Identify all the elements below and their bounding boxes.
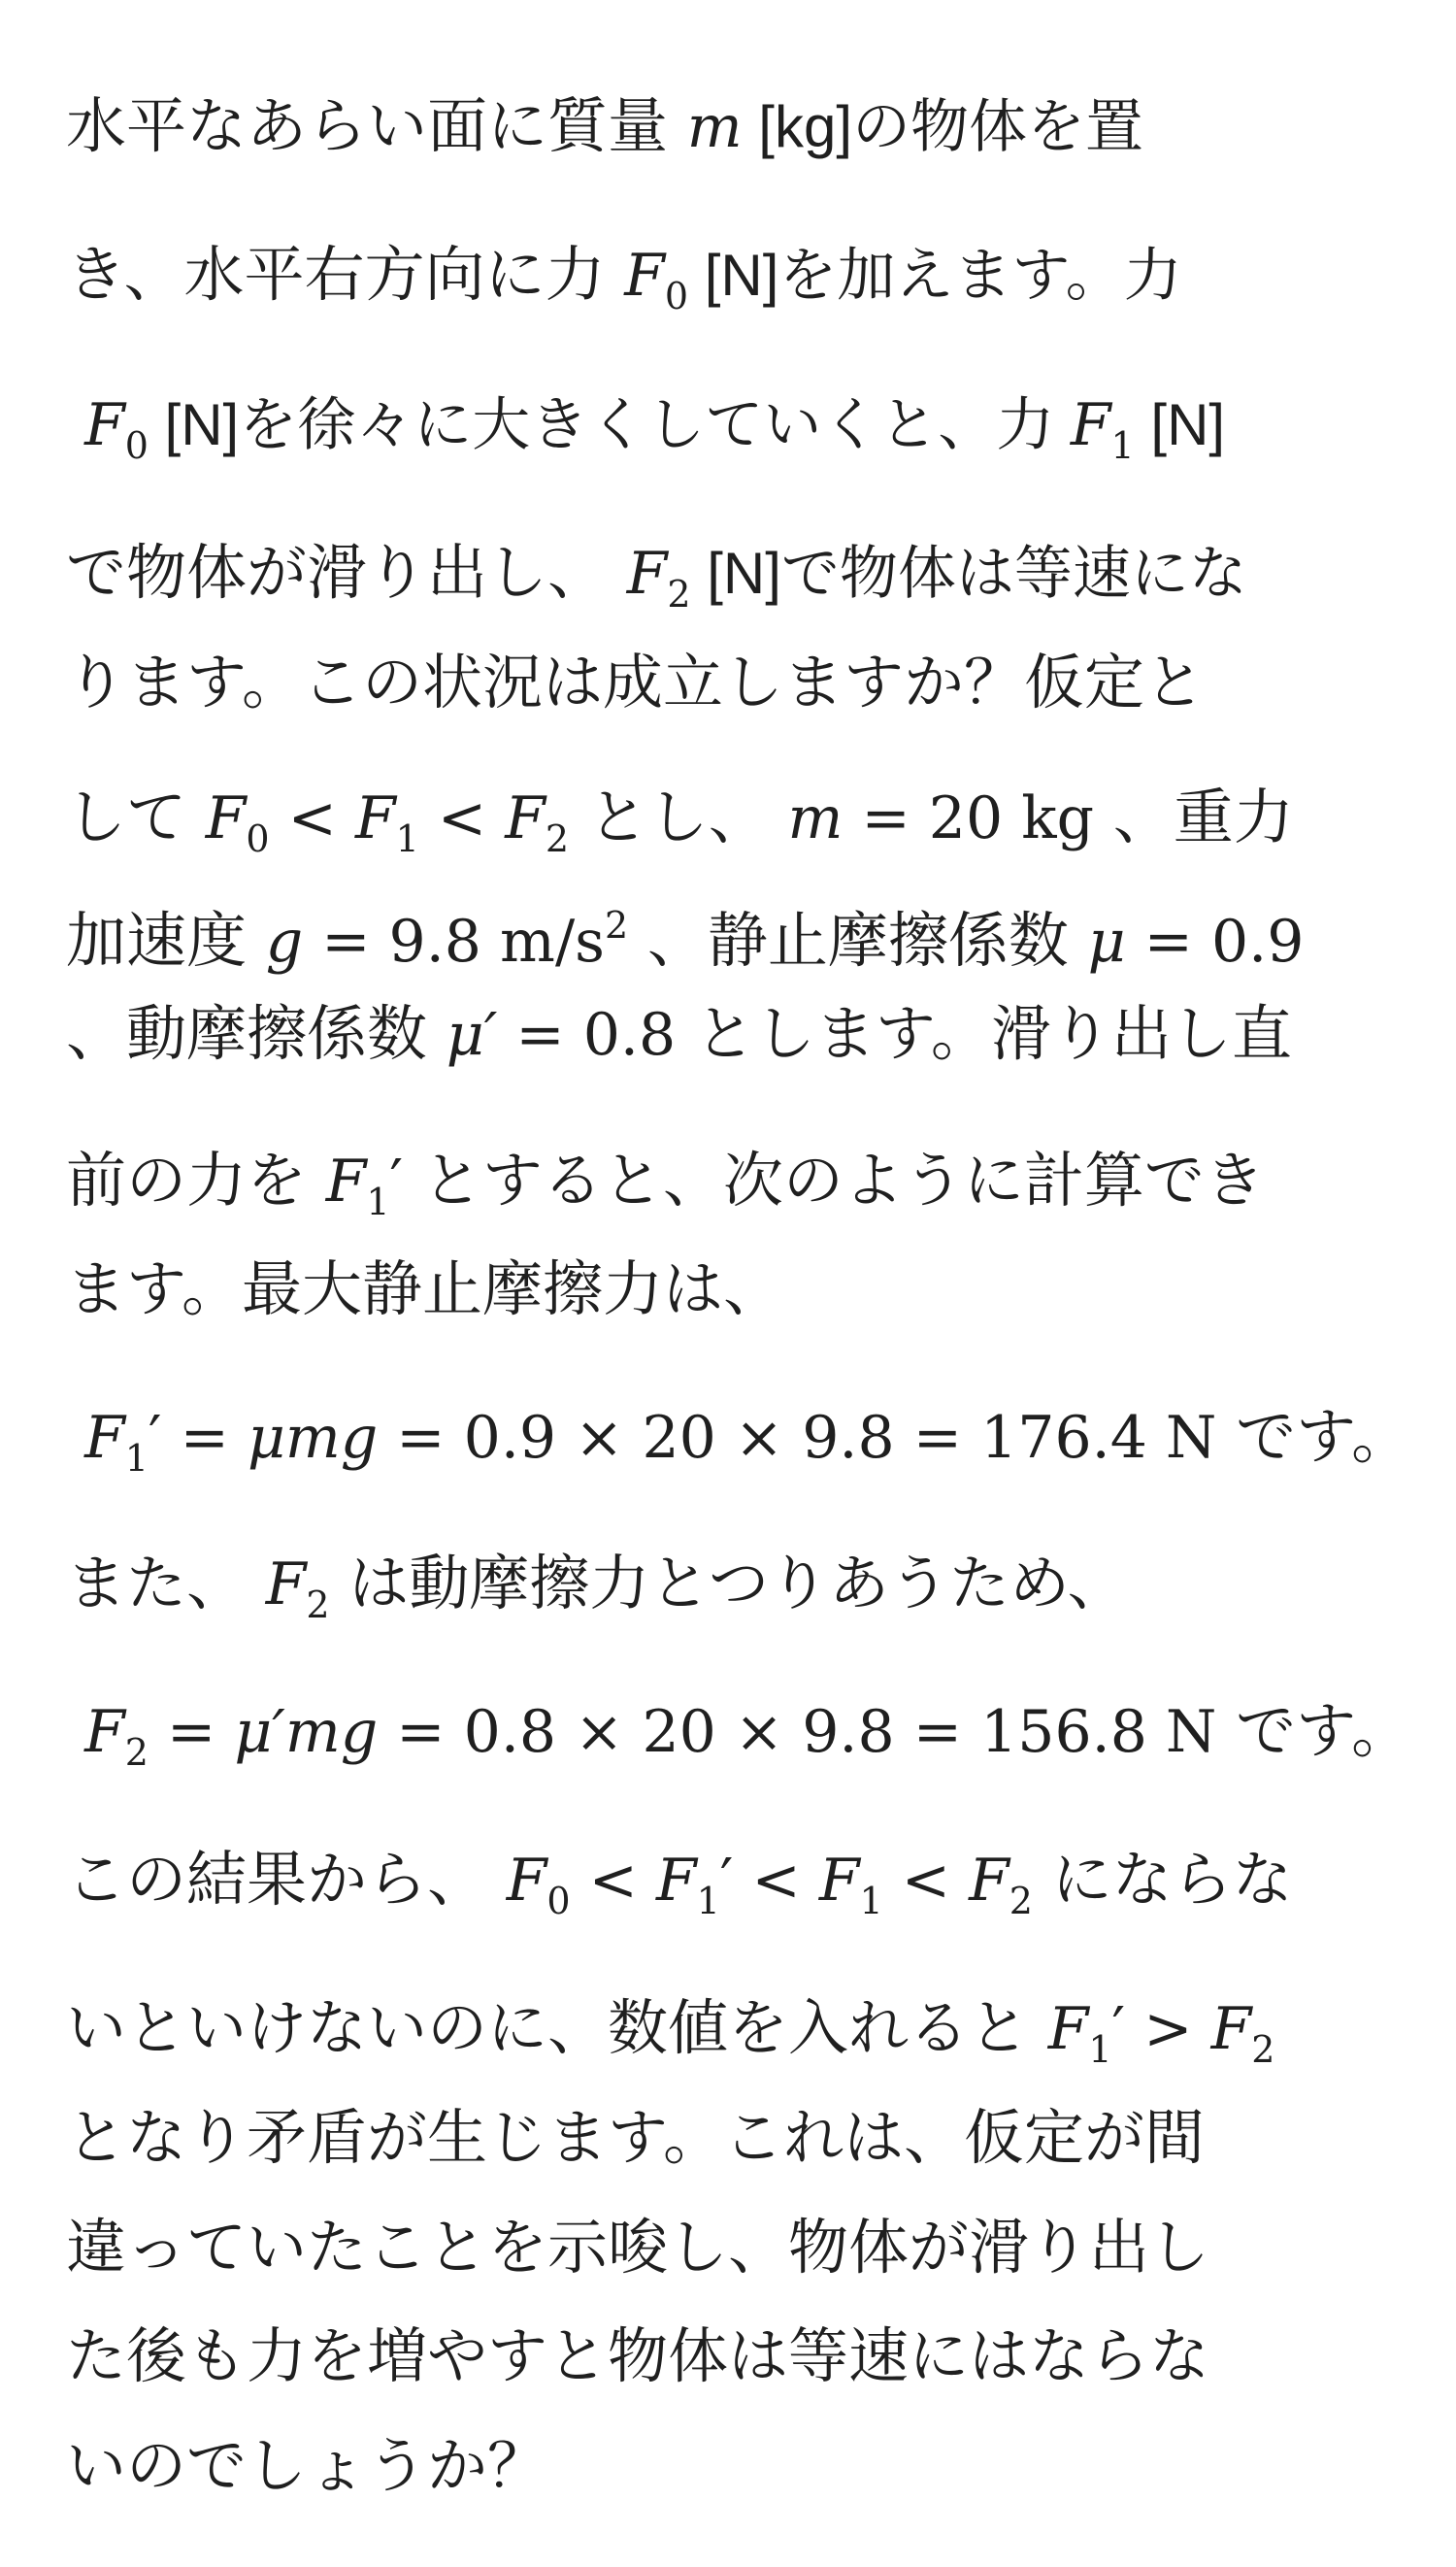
math-script: 0 (664, 275, 689, 317)
math-script: 2 (667, 573, 691, 616)
text-line (66, 779, 1294, 860)
text-segment: [kg]の物体を置 (742, 94, 1144, 159)
text-segment: た後も力を増やすと物体は等速にはならな (66, 2320, 1210, 2391)
text-segment: [N]を加えます。力 (688, 243, 1182, 308)
text-segment: 、静止摩擦係数 (628, 905, 1088, 976)
text-segment: です。 (1216, 1401, 1412, 1472)
math-script: 2 (545, 817, 570, 860)
math-segment: = 0.9 (1125, 908, 1305, 976)
text-segment: いのでしょうか？ (66, 2430, 548, 2501)
text-segment: また、 (66, 1548, 266, 1618)
text-segment: [N] (1134, 392, 1226, 457)
text-line (66, 886, 1305, 976)
math-segment: F (969, 1847, 1009, 1915)
math-segment: μ′ (446, 1001, 498, 1069)
text-segment: 水平なあらい面に質量 (66, 90, 687, 161)
math-segment: F (818, 1847, 860, 1915)
math-script: 2 (1009, 1880, 1033, 1922)
text-segment: とし、 (569, 782, 788, 852)
text-segment: この結果から、 (66, 1844, 507, 1915)
math-segment: F (66, 391, 125, 459)
math-segment: F (66, 1698, 125, 1766)
text-line (66, 995, 1292, 1073)
text-segment: とすると、次のように計算でき (403, 1145, 1265, 1216)
text-segment: して (66, 782, 206, 852)
math-segment: F (66, 1404, 125, 1472)
math-segment: = 0.8 (497, 1001, 677, 1069)
math-segment: < (269, 784, 355, 852)
text-segment: です。 (1216, 1695, 1412, 1766)
math-segment: F (354, 784, 396, 852)
math-script: 1 (696, 1880, 720, 1922)
text-line (66, 87, 1143, 165)
math-segment: ′ (389, 1148, 404, 1216)
text-line (66, 2099, 1205, 2177)
text-segment: 、動摩擦係数 (66, 998, 447, 1069)
text-line (66, 1989, 1275, 2071)
text-line (66, 1250, 783, 1328)
math-segment: < (882, 1847, 970, 1915)
math-segment: < (418, 784, 506, 852)
text-line (66, 534, 1247, 616)
text-segment: となり矛盾が生じます。これは、仮定が間 (66, 2102, 1206, 2173)
math-script: 1 (366, 1181, 390, 1223)
text-segment: 違っていたことを示唆し、物体が滑り出し (66, 2212, 1210, 2283)
text-segment: 、重力 (1093, 782, 1294, 852)
math-script: 1 (859, 1880, 883, 1922)
math-script: 1 (1110, 424, 1135, 467)
math-segment: m (787, 784, 844, 852)
math-segment: F (205, 784, 247, 852)
math-segment: F (506, 1847, 547, 1915)
text-line (66, 1398, 1412, 1480)
text-line (66, 644, 1205, 721)
math-segment: = 0.8 × 20 × 9.8 = 156.8 N (378, 1698, 1217, 1766)
text-segment: き、水平右方向に力 (66, 239, 625, 310)
text-segment: で物体が滑り出し、 (66, 537, 627, 608)
math-segment: ′ < (719, 1847, 819, 1915)
text-line (66, 385, 1226, 467)
math-segment: μ′mg (234, 1698, 379, 1766)
math-segment: F (1070, 391, 1111, 459)
math-script: 0 (246, 817, 270, 860)
math-script: 1 (1088, 2028, 1112, 2071)
math-segment: = 20 kg (843, 784, 1094, 852)
math-segment: ′ > (1111, 1995, 1211, 2063)
text-segment: 前の力を (66, 1145, 326, 1216)
math-segment: = 9.8 m/s (303, 908, 605, 976)
text-line (66, 2209, 1209, 2286)
math-script: 1 (124, 1437, 149, 1480)
math-segment: F (655, 1847, 697, 1915)
text-line (66, 2317, 1209, 2395)
math-script: 0 (124, 424, 149, 467)
math-segment: ′ = (148, 1404, 248, 1472)
math-segment: = 0.9 × 20 × 9.8 = 176.4 N (378, 1404, 1217, 1472)
text-segment: [N]を徐々に大きくしていくと、力 (148, 392, 1071, 457)
math-segment: g (265, 908, 304, 976)
text-line (66, 1841, 1293, 1922)
math-segment: F (325, 1148, 367, 1216)
math-script: 2 (1251, 2028, 1275, 2071)
text-line (66, 2427, 547, 2505)
math-segment: F (265, 1550, 307, 1618)
math-segment: F (626, 540, 668, 608)
math-script: 1 (395, 817, 419, 860)
math-segment: F (624, 242, 665, 310)
text-segment: [N]で物体は等速にな (690, 541, 1247, 606)
text-segment: 加速度 (66, 905, 266, 976)
text-segment: いといけないのに、数値を入れると (66, 1992, 1048, 2063)
math-segment: < (570, 1847, 656, 1915)
math-script: 2 (604, 904, 629, 947)
math-script: 0 (546, 1880, 571, 1922)
text-segment: ります。この状況は成立しますか？仮定と (66, 647, 1206, 717)
math-script: 2 (124, 1731, 149, 1774)
math-segment: = (148, 1698, 235, 1766)
math-segment: μ (1087, 908, 1126, 976)
text-segment: は動摩擦力とつりあうため、 (329, 1548, 1128, 1618)
math-segment: F (505, 784, 546, 852)
text-line (66, 1545, 1128, 1626)
math-segment: F (1047, 1995, 1089, 2063)
text-segment: ます。最大静止摩擦力は、 (66, 1253, 784, 1324)
text-line (66, 1142, 1265, 1223)
text-line (66, 1692, 1412, 1774)
math-segment: F (1210, 1995, 1252, 2063)
text-line (66, 236, 1182, 317)
math-segment: m (686, 93, 743, 161)
math-script: 2 (306, 1584, 330, 1626)
math-segment: μmg (247, 1404, 379, 1472)
text-segment: にならな (1032, 1844, 1293, 1915)
text-segment: とします。滑り出し直 (676, 998, 1292, 1069)
